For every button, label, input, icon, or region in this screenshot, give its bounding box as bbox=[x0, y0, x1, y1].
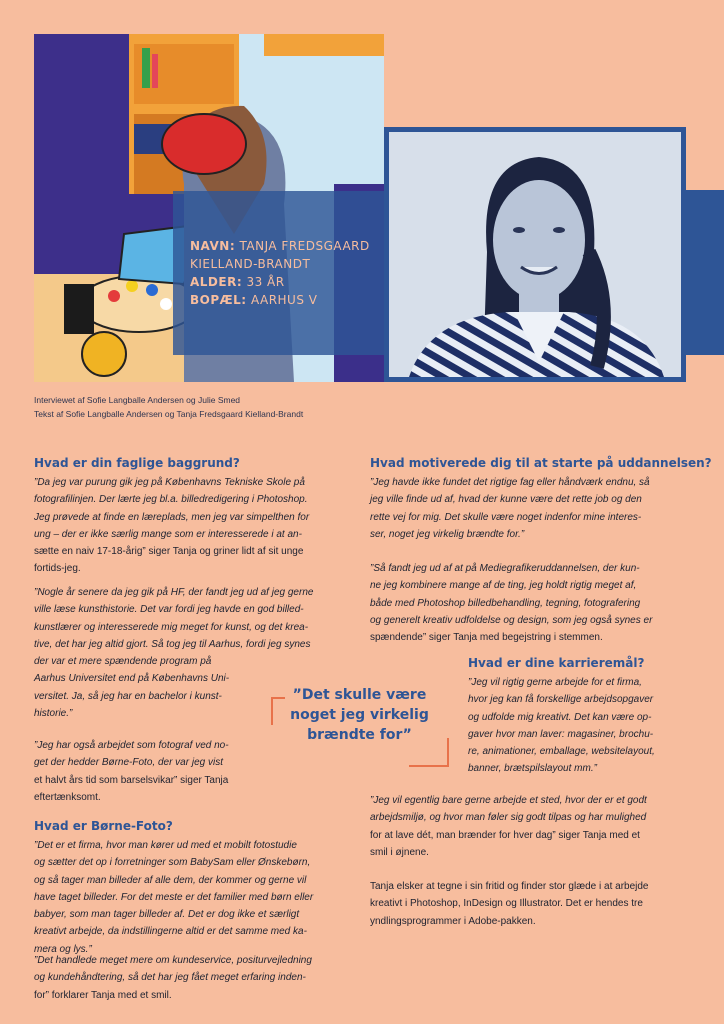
text-line: hvor jeg kan få forskellige arbejdsopgaver bbox=[468, 694, 654, 706]
text-line: ”Jeg havde ikke fundet det rigtige fag eller håndværk endnu, så bbox=[370, 477, 650, 488]
accent-bar bbox=[686, 190, 724, 355]
text-line: et halvt års tid som barselsvikar” siger Tanja bbox=[34, 774, 229, 786]
text-line: ”Jeg vil rigtig gerne arbejde for et firma, bbox=[468, 677, 642, 688]
text-line: ung – der er ikke særlig mange som er interesserede i at an- bbox=[34, 528, 302, 540]
answer-karrieremaal-2 bbox=[370, 792, 695, 861]
residence-label: BOPÆL: bbox=[190, 293, 247, 307]
text-line: ville læse kunsthistorie. Det var fordi jeg havde en god billed- bbox=[34, 604, 304, 616]
pull-quote bbox=[271, 685, 448, 745]
portrait-photo bbox=[389, 132, 681, 377]
name-line-2 bbox=[190, 255, 390, 273]
answer-borne-foto-1 bbox=[34, 837, 359, 958]
text-line: og udfolde mig kreativt. Det kan være op- bbox=[468, 711, 652, 723]
text-line: versitet. Ja, så jeg har en bachelor i kunst- bbox=[34, 690, 222, 702]
name-value-2: KIELLAND-BRANDT bbox=[190, 257, 311, 271]
text-line: fortids-jeg. bbox=[34, 563, 81, 575]
text-line: og så tager man billeder af alle dem, der kommer og gerne vil bbox=[34, 874, 307, 886]
text-line: ”Da jeg var purung gik jeg på Københavns Tekniske Skole på bbox=[34, 477, 305, 488]
answer-baggrund-1 bbox=[34, 474, 359, 578]
name-value: TANJA FREDSGAARD bbox=[239, 239, 370, 253]
text-line: re, animationer, emballage, websitelayout, bbox=[468, 746, 655, 758]
text-line: ”Det er et firma, hvor man kører ud med et mobilt fotostudie bbox=[34, 840, 297, 851]
text-line: rette vej for mig. Det skulle være noget indenfor mine interes- bbox=[370, 511, 642, 523]
text-line: kreativt i Photoshop, InDesign og Illustrator. Det er hendes tre bbox=[370, 898, 643, 910]
text-line: arbejdsmiljø, og hvor man føler sig godt tilpas og har mulighed bbox=[370, 812, 647, 824]
text-line: kunstlærer og interesserede mig meget for kunst, og det krea- bbox=[34, 621, 309, 633]
text-line: eftertænksomt. bbox=[34, 791, 101, 803]
text-line: banner, brætspilslayout mm.” bbox=[468, 763, 597, 775]
pull-quote-line: ”Det skulle være bbox=[292, 687, 427, 703]
age-line bbox=[190, 273, 390, 291]
pull-quote-line: brændte for” bbox=[307, 727, 412, 743]
text-line: og sætter det op i forretninger som BabySam eller Ønskebørn, bbox=[34, 857, 311, 869]
text-line: ”Så fandt jeg ud af at på Mediegrafikeruddannelsen, der kun- bbox=[370, 563, 640, 574]
text-line: Aarhus Universitet end på Københavns Uni- bbox=[34, 673, 230, 685]
question-karrieremaal: Hvad er dine karrieremål? bbox=[468, 656, 645, 670]
text-line: ”Det handlede meget mere om kundeservice, positurvejledning bbox=[34, 955, 312, 966]
residence-line bbox=[190, 291, 390, 309]
profile-info bbox=[190, 237, 390, 309]
text-line: Tanja elsker at tegne i sin fritid og finder stor glæde i at arbejde bbox=[370, 881, 649, 892]
residence-value: AARHUS V bbox=[250, 293, 318, 307]
text-line: ne jeg kombinere mange af de ting, jeg holdt rigtig meget af, bbox=[370, 580, 637, 592]
text-credit: Tekst af Sofie Langballe Andersen og Tanja Fredsgaard Kielland-Brandt bbox=[34, 409, 304, 419]
text-line: yndlingsprogrammer i Adobe-pakken. bbox=[370, 915, 536, 927]
question-borne-foto: Hvad er Børne-Foto? bbox=[34, 819, 173, 833]
answer-karrieremaal-1 bbox=[468, 674, 693, 778]
question-motivation: Hvad motiverede dig til at starte på uddannelsen? bbox=[370, 456, 712, 470]
text-line: for” forklarer Tanja med et smil. bbox=[34, 989, 172, 1001]
text-line: der var et mere spændende program på bbox=[34, 656, 212, 668]
text-line: både med Photoshop billedbehandling, tegning, fotografering bbox=[370, 597, 641, 609]
quote-mark-right-bottom bbox=[409, 765, 449, 767]
age-value: 33 ÅR bbox=[246, 275, 285, 289]
interview-credit: Interviewet af Sofie Langballe Andersen og Julie Smed bbox=[34, 395, 241, 405]
text-line: og kundehåndtering, så det har jeg fået meget erfaring inden- bbox=[34, 972, 306, 984]
text-line: tive, det har jeg altid gjort. Så tog jeg til Aarhus, fordi jeg synes bbox=[34, 638, 311, 650]
answer-motivation-1 bbox=[370, 474, 695, 543]
text-line: ”Nogle år senere da jeg gik på HF, der fandt jeg ud af jeg gerne bbox=[34, 587, 314, 598]
name-label: NAVN: bbox=[190, 239, 236, 253]
text-line: have taget billeder. For det meste er det familier med børn eller bbox=[34, 891, 314, 903]
text-line: ”Jeg har også arbejdet som fotograf ved no- bbox=[34, 740, 229, 751]
text-line: ”Jeg vil egentlig bare gerne arbejde et sted, hvor der er et godt bbox=[370, 795, 647, 806]
answer-motivation-2 bbox=[370, 560, 695, 646]
pull-quote-line: noget jeg virkelig bbox=[290, 707, 429, 723]
age-label: ALDER: bbox=[190, 275, 243, 289]
text-line: gaver hvor man laver: magasiner, brochu- bbox=[468, 728, 654, 740]
text-line: spændende” siger Tanja med begejstring i stemmen. bbox=[370, 632, 603, 644]
text-line: for at lave dét, man brænder for hver dag” siger Tanja med et bbox=[370, 829, 640, 841]
text-line: smil i øjnene. bbox=[370, 846, 429, 858]
closing-paragraph bbox=[370, 878, 695, 930]
text-line: get der hedder Børne-Foto, der var jeg vist bbox=[34, 757, 223, 769]
name-line bbox=[190, 237, 390, 255]
text-line: sætte en naiv 17-18-årig” siger Tanja og griner lidt af sit unge bbox=[34, 546, 304, 558]
text-line: fotografilinjen. Der lærte jeg bl.a. billedredigering i Photoshop. bbox=[34, 494, 308, 506]
question-baggrund: Hvad er din faglige baggrund? bbox=[34, 456, 240, 470]
text-line: kreativt arbejde, da indstillingerne altid er det samme med ka- bbox=[34, 926, 307, 938]
answer-borne-foto-2 bbox=[34, 952, 359, 1004]
quote-mark-right bbox=[447, 738, 449, 766]
text-line: historie.” bbox=[34, 708, 73, 720]
text-line: jeg ville finde ud af, hvad der kunne være det rette job og den bbox=[370, 494, 642, 506]
text-line: babyer, som man tager billeder af. Det er dog ikke et særligt bbox=[34, 909, 300, 921]
text-line: og generelt kreativ udfoldelse og design, som jeg også synes er bbox=[370, 614, 653, 626]
answer-baggrund-3 bbox=[34, 737, 264, 806]
text-line: mera og lys.” bbox=[34, 943, 92, 955]
text-line: Jeg prøvede at finde en læreplads, men jeg var simpelthen for bbox=[34, 511, 310, 523]
text-line: ser, noget jeg virkelig brændte for.” bbox=[370, 528, 525, 540]
